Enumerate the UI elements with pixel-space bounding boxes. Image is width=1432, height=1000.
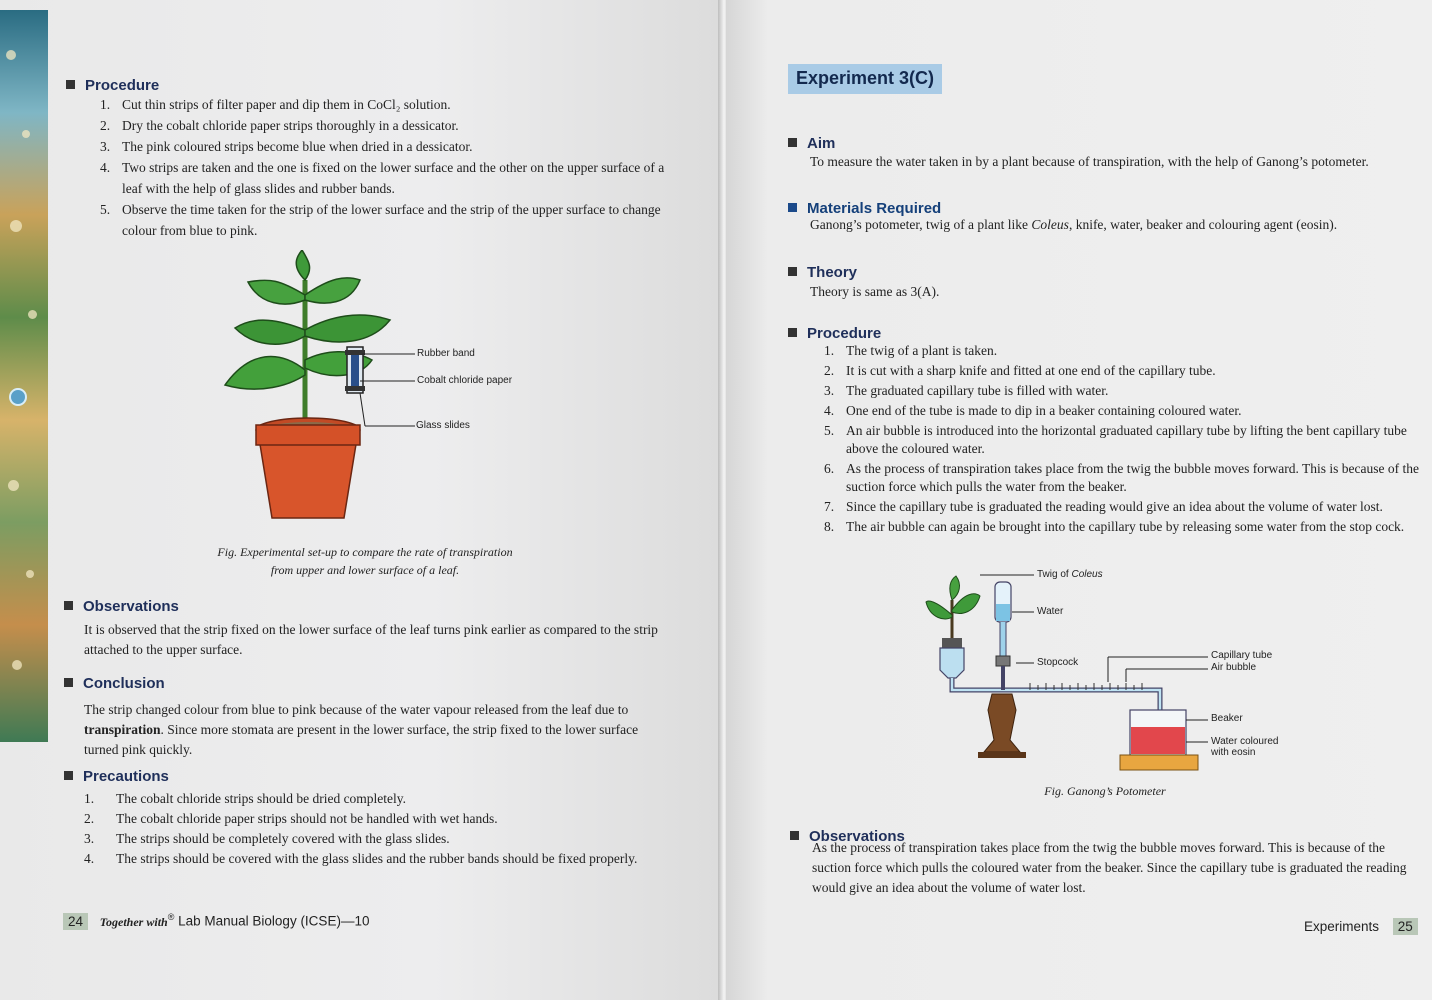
list-item: 5. An air bubble is introduced into the horizontal graduated capillary tube by lifting the bent capillary tube above the coloured water.	[824, 423, 1407, 456]
list-item: 8. The air bubble can again be brought into the capillary tube by releasing some water from the stop cock.	[824, 519, 1405, 534]
label-water: Water	[1037, 606, 1064, 617]
bullet-square-icon	[788, 138, 797, 147]
bullet-square-icon	[790, 831, 799, 840]
bold-term: transpiration	[84, 722, 161, 737]
list-item: 1. The cobalt chloride strips should be dried completely.	[84, 791, 407, 806]
list-item: 4. Two strips are taken and the one is fixed on the lower surface and the other on the upper surface of a leaf with the help of glass slides and rubber bands.	[100, 160, 665, 196]
list-item: 5. Observe the time taken for the strip of the lower surface and the strip of the upper surface to change colour from blue to pink.	[100, 202, 661, 238]
observations-heading: Observations	[64, 598, 179, 615]
book-title: Lab Manual Biology (ICSE)—10	[178, 913, 370, 929]
list-item: 3. The pink coloured strips become blue when dried in a dessicator.	[100, 139, 473, 154]
potometer-caption: Fig. Ganong’s Potometer	[1044, 784, 1166, 798]
label-capillary-tube: Capillary tube	[1211, 650, 1273, 661]
list-item: 3. The graduated capillary tube is filled with water.	[824, 383, 1109, 398]
species-name: Coleus	[1031, 217, 1069, 232]
label-stopcock: Stopcock	[1037, 657, 1079, 668]
registered-mark: ®	[167, 912, 175, 922]
decorative-margin-art	[0, 10, 48, 742]
label-species: Coleus	[1071, 569, 1103, 580]
procedure-list	[100, 94, 675, 241]
figure-caption	[200, 543, 530, 579]
theory-heading: Theory	[788, 264, 857, 281]
label-line: Water coloured	[1211, 736, 1279, 747]
label-beaker: Beaker	[1211, 713, 1243, 724]
procedure-heading-right: Procedure	[788, 325, 881, 342]
label-glass-slides: Glass slides	[416, 420, 470, 431]
label-air-bubble: Air bubble	[1211, 662, 1257, 673]
bullet-square-icon	[66, 80, 75, 89]
label-rubber-band: Rubber band	[417, 348, 475, 359]
left-footer	[63, 912, 369, 930]
procedure-list-right	[824, 342, 1428, 536]
materials-text: Ganong’s potometer, twig of a plant like Coleus, knife, water, beaker and colouring agent (eosin).	[810, 217, 1338, 232]
materials-heading: Materials Required	[788, 200, 941, 217]
label-line: with eosin	[1211, 747, 1256, 758]
list-item: 2. Dry the cobalt chloride paper strips thoroughly in a dessicator.	[100, 118, 459, 133]
conclusion-heading: Conclusion	[64, 675, 165, 692]
list-item: 1. Cut thin strips of filter paper and dip them in CoCl₂ solution.	[100, 97, 451, 112]
precautions-list	[84, 789, 684, 869]
plant-setup-figure	[210, 250, 513, 530]
right-footer	[1304, 918, 1418, 935]
observations-text-right: As the process of transpiration takes place from the twig the bubble moves forward. This is because of the suction force which pulls the coloured water from the beaker. Since the capillary tube is graduated the reading would give an idea about the volume of water lost.	[812, 840, 1407, 895]
list-item: 2. The cobalt chloride paper strips should not be handled with wet hands.	[84, 811, 498, 826]
page-number: 25	[1393, 918, 1418, 935]
observations-heading-right: Observations	[790, 828, 905, 845]
experiment-title: Experiment 3(C)	[788, 64, 942, 94]
list-item: 2. It is cut with a sharp knife and fitted at one end of the capillary tube.	[824, 363, 1216, 378]
list-item: 4. The strips should be covered with the glass slides and the rubber bands should be fixed properly.	[84, 851, 638, 866]
list-item: 3. The strips should be completely covered with the glass slides.	[84, 831, 450, 846]
observations-text: It is observed that the strip fixed on the lower surface of the leaf turns pink earlier as compared to the strip attached to the upper surface.	[84, 622, 658, 657]
label-cobalt-paper: Cobalt chloride paper	[417, 375, 513, 386]
conclusion-text: The strip changed colour from blue to pink because of the water vapour released from the leaf due to transpiration. Since more stomata are present in the lower surface, the strip fixed to the lower surface turned pink quickly.	[84, 702, 639, 757]
list-item: 6. As the process of transpiration takes place from the twig the bubble moves forward. This is because of the suction force which pulls the water from the beaker.	[824, 461, 1419, 494]
theory-text: Theory is same as 3(A).	[810, 284, 940, 299]
bullet-square-icon	[64, 771, 73, 780]
list-item: 1. The twig of a plant is taken.	[824, 343, 998, 358]
brand-name: Together with	[99, 914, 168, 929]
bullet-square-icon	[788, 267, 797, 276]
section-label: Experiments	[1304, 919, 1380, 934]
list-item: 4. One end of the tube is made to dip in a beaker containing coloured water.	[824, 403, 1242, 418]
caption-line: Fig. Experimental set-up to compare the rate of transpiration	[217, 545, 513, 559]
potometer-figure	[920, 570, 1220, 780]
label-twig: Twig of Coleus	[1037, 569, 1103, 580]
list-item: 7. Since the capillary tube is graduated the reading would give an idea about the volume of water lost.	[824, 499, 1383, 514]
precautions-heading: Precautions	[64, 768, 169, 785]
page-number: 24	[63, 913, 88, 930]
aim-text: To measure the water taken in by a plant because of transpiration, with the help of Ganong’s potometer.	[810, 154, 1369, 169]
bullet-square-icon	[788, 328, 797, 337]
binder-ring-icon	[9, 388, 27, 406]
bullet-square-icon	[64, 678, 73, 687]
caption-line: from upper and lower surface of a leaf.	[270, 563, 460, 577]
aim-heading: Aim	[788, 135, 835, 152]
label-eosin	[1211, 736, 1278, 758]
bullet-square-icon	[788, 203, 797, 212]
procedure-heading: Procedure	[66, 77, 159, 94]
bullet-square-icon	[64, 601, 73, 610]
